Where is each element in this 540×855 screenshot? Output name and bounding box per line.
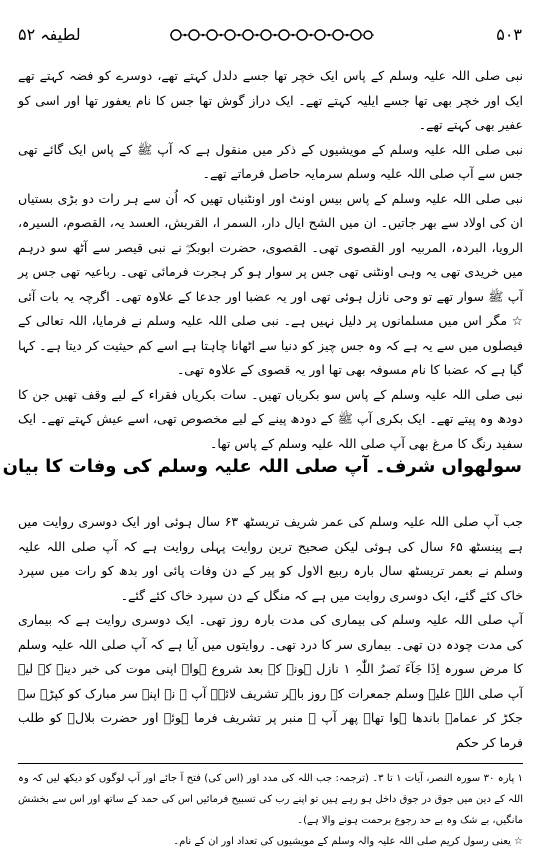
paragraph-cow: نبی صلی اللہ علیہ وسلم کے مویشیوں کے ذکر میں منقول ہے کہ آپ ﷺ کے پاس ایک گائے تھی جس سے آپ صلی اللہ علیہ وسلم سرمایہ حاصل فرماتے تھے۔ xyxy=(18,141,523,181)
header-ornament xyxy=(168,28,376,42)
footnote-1: ۱ پارہ ۳۰ سورہ النصر، آیات ۱ تا ۳۔ (ترجمہ: جب اللہ کی مدد اور (اس کی) فتح آ جائے اور آپ لوگوں کو دیکھ لیں کہ وہ اللہ کے دین میں جوق در جوق داخل ہو رہے ہیں تو اپنے رب کی تسبیح فرمائیں اس کی حمد کے ساتھ اور اس سے بخشش مانگیں، بے شک وہ بے حد رجوع برحمت ہونے والا ہے)۔ xyxy=(18,773,524,826)
body-text xyxy=(18,510,523,755)
paragraph-mules: نبی صلی اللہ علیہ وسلم کے پاس ایک خچر تھا جسے دلدل کہتے تھے، دوسرے کو فضہ کہتے تھے ایک اور خچر بھی تھا جسے ایلیہ کہتے تھے۔ ایک دراز گوش تھا جس کا نام یعفور تھا اور اسی کو عفیر بھی کہتے تھے۔ xyxy=(18,68,523,132)
section-label: لطیفہ ۵۲ xyxy=(18,25,81,44)
paragraph-goats: نبی صلی اللہ علیہ وسلم کے پاس سو بکریاں تھیں۔ سات بکریاں فقراء کے لیے وقف تھیں جن کا دودھ وہ پیتے تھے۔ ایک بکری آپ ﷺ کے دودھ پینے کے لیے مخصوص تھی، اسے عیش کہتے تھے۔ ایک سفید رنگ کا مرغ بھی آپ صلی اللہ علیہ وسلم کے پاس تھا۔ xyxy=(18,386,523,451)
paragraph-camels: نبی صلی اللہ علیہ وسلم کے پاس بیس اونٹ اور اونٹنیاں تھیں کہ اُن سے ہر رات دو بڑی بستیاں ان کی اولاد سے بھر جاتیں۔ ان میں الشح ایال دار، السمر ا، القریش، العسد یہ، القصوم، السیرہ، الرویا، البردہ، المربیہ اور القصوی تھی۔ القصوی، حضرت ابوبکرؓ نے نبی قیصر سے آٹھ سو درہم میں خریدی تھی یہ وہی اونٹنی تھی جس پر سوار ہو کر ہجرت فرمائی تھی۔ رباعیہ تھی جس پر آپ ﷺ سوار تھے تو وحی نازل ہوئی تھی اور یہ عضبا اور جدعا کے علاوہ تھی۔ اگرچہ یہ بات آئی ☆ مگر اس میں مسلمانوں پر دلیل نہیں ہے۔ نبی صلی اللہ علیہ وسلم نے فرمایا، اللہ تعالی کے فیصلوں میں سے یہ ہے کہ وہ جس چیز کو دنیا سے اٹھانا چاہتا ہے اسے کم حیثیت کر دیتا ہے۔ کہا گیا ہے کہ عضبا کا نام مسوفہ بھی تھا اور یہ قصوی کے علاوہ تھی۔ xyxy=(18,190,523,377)
intro-text xyxy=(18,64,523,456)
footnote-divider xyxy=(18,763,523,764)
section-heading: سولھواں شرف۔ آپ صلی اللہ علیہ وسلم کی وفات کا بیان xyxy=(2,456,522,477)
footnotes xyxy=(18,768,523,852)
page-number: ۵۰۳ xyxy=(496,25,522,44)
paragraph-illness: آپ صلی اللہ علیہ وسلم کی بیماری کی مدت بارہ روز تھی۔ ایک دوسری روایت ہے کہ بیماری کی مدت چودہ دن تھی۔ بیماری سر کا درد تھی۔ روایتوں میں آیا ہے کہ آپ صلی اللہ علیہ وسلم کا مرض سورہ اِذَا جَآءَ نَصرُ اللّٰہِ ۱ نازل ہونے کے بعد شروع ہوا۔ اپنی موت کی خبر دینے کے لیے آپ صلی اللہ علیہ وسلم جمعرات کے روز باہر تشریف لائے۔ آپ ﷺ نے اپنے سر مبارک کو کپڑے سے جکڑ کر عمامہ باندھا ہوا تھا۔ پھر آپ ﷺ منبر پر تشریف فرما ہوئے اور حضرت بلالؓ کو طلب فرما کر حکم xyxy=(18,612,523,750)
footnote-2: ☆ یعنی رسول کریم صلی اللہ علیہ والہ وسلم کے مویشیوں کی تعداد اور ان کے نام۔ xyxy=(173,836,523,847)
paragraph-age: جب آپ صلی اللہ علیہ وسلم کی عمر شریف تریسٹھ ۶۳ سال ہوئی اور ایک دوسری روایت میں ہے پینسٹھ ۶۵ سال کی ہوئی لیکن صحیح ترین روایت پہلی روایت ہے کہ آپ صلی اللہ علیہ وسلم نے بعمر تریسٹھ سال بارہ ربیع الاول کو پیر کے دن وفات پائی اور بدھ کو رات میں سپرد خاک کئے گئے، ایک دوسری روایت میں ہے کہ منگل کے دن سپرد خاک کئے گئے۔ xyxy=(18,514,523,603)
